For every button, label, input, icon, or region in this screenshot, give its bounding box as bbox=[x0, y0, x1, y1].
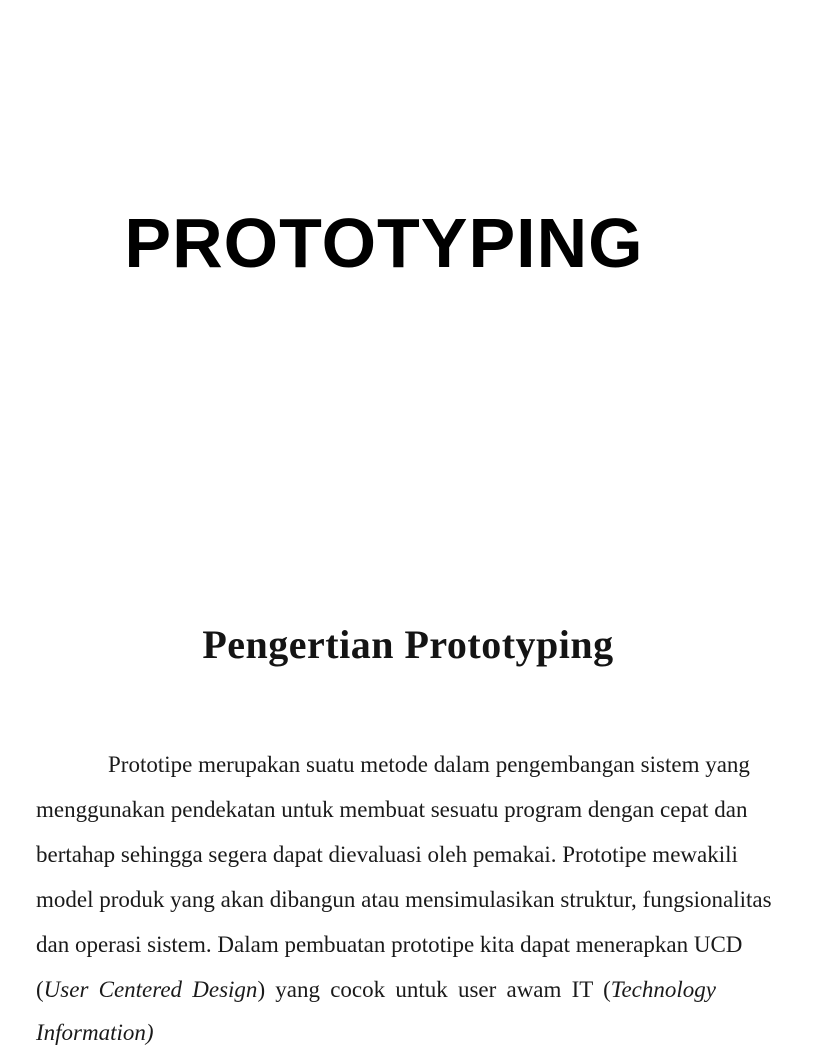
paragraph-line-5-text: dan operasi sistem. Dalam pembuatan prototipe kita dapat menerapkan UCD bbox=[36, 932, 743, 957]
paragraph-line-1-text: Prototipe merupakan suatu metode dalam pengembangan sistem yang bbox=[108, 752, 750, 777]
paragraph-line-6-text bbox=[36, 967, 716, 1012]
ucd-expansion: User Centered Design bbox=[43, 977, 258, 1002]
paragraph-line-2-text: menggunakan pendekatan untuk membuat sesuatu program dengan cepat dan bbox=[36, 797, 748, 822]
paragraph-line-4 bbox=[36, 877, 772, 922]
section-heading: Pengertian Prototyping bbox=[202, 622, 614, 667]
paragraph-line-1 bbox=[36, 742, 750, 787]
paragraph-line-3 bbox=[36, 832, 738, 877]
paragraph-line-7 bbox=[36, 1010, 716, 1055]
paragraph-line-5 bbox=[36, 922, 743, 967]
technology-word: Technology bbox=[610, 977, 716, 1002]
paragraph-line-6 bbox=[36, 967, 716, 1012]
paragraph-line-4-text: model produk yang akan dibangun atau mensimulasikan struktur, fungsionalitas bbox=[36, 887, 772, 912]
paragraph-line-7-text: Information) bbox=[36, 1020, 154, 1045]
paragraph-line-6-mid: ) yang cocok untuk user awam IT ( bbox=[257, 977, 611, 1002]
page-title: PROTOTYPING bbox=[124, 204, 644, 282]
paragraph-line-2 bbox=[36, 787, 748, 832]
open-paren: ( bbox=[36, 977, 44, 1002]
paragraph-line-3-text: bertahap sehingga segera dapat dievaluasi oleh pemakai. Prototipe mewakili bbox=[36, 842, 738, 867]
